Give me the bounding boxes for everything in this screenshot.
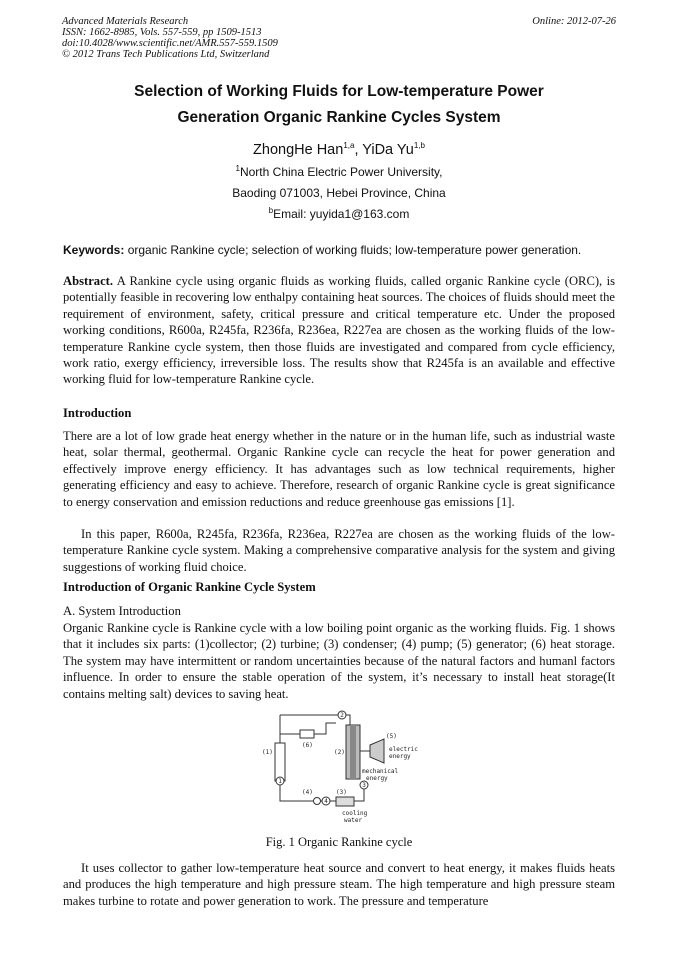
section-heading-introduction: Introduction — [63, 406, 132, 420]
doi-line: doi:10.4028/www.scientific.net/AMR.557-559.1509 — [62, 38, 278, 49]
abstract-text: A Rankine cycle using organic fluids as working fluids, called organic Rankine cycle (ORC), is potentially feasible in recovering low enthalpy containing heat sources. The choices of fluids should meet the requirement of environment, safety, critical pressure and critical temperature etc. Under the proposed working conditions, R600a, R245fa, R236fa, R236ea, R227ea are chosen as the working fluids of the low-temperature Rankine cycle system, then those fluids are investigated and compared from cycle efficiency, work ratio, exergy efficiency, irreversible loss. The results show that R245fa is an available and effective working fluid for low-temperature Rankine cycle. — [63, 274, 615, 387]
node-2: 2 — [340, 712, 344, 719]
label-condenser: (3) — [336, 789, 347, 796]
keywords-text: organic Rankine cycle; selection of working fluids; low-temperature power generation. — [124, 243, 582, 257]
section-heading-orc: Introduction of Organic Rankine Cycle System — [63, 580, 316, 594]
turbine-core-shape — [350, 725, 356, 779]
label-turbine: (2) — [334, 749, 345, 756]
introduction-paragraph-2: In this paper, R600a, R245fa, R236fa, R236ea, R227ea are chosen as the working fluids of the low-temperature Rankine cycle system. Making a comprehensive comparative analysis for the system and giving suggestions of working fluid choice. — [63, 527, 615, 574]
node-3: 3 — [362, 782, 366, 789]
label-pump: (4) — [302, 789, 313, 796]
affiliation-text: North China Electric Power University, — [239, 165, 443, 179]
author-2: YiDa Yu — [362, 142, 414, 158]
figure-caption: Fig. 1 Organic Rankine cycle — [265, 835, 413, 849]
affiliation-sup: 1 — [235, 164, 240, 173]
author-1: ZhongHe Han — [253, 142, 344, 158]
email-text: Email: yuyida1@163.com — [273, 207, 410, 221]
author-list — [60, 142, 618, 158]
author-1-sup: 1,a — [343, 141, 355, 151]
email-line — [60, 207, 618, 221]
issn-line: ISSN: 1662-8985, Vols. 557-559, pp 1509-1513 — [62, 27, 262, 38]
abstract — [63, 273, 615, 388]
cooling-label: cooling — [342, 810, 368, 817]
generator-shape — [370, 739, 384, 763]
pump-shape — [314, 798, 321, 805]
paper-title-line2: Generation Organic Rankine Cycles System — [177, 109, 501, 126]
keywords-label: Keywords: — [63, 243, 125, 257]
electric-label: electric — [389, 746, 418, 753]
author-2-sup: 1,b — [413, 141, 425, 151]
energy-label: energy — [389, 753, 411, 760]
online-date: Online: 2012-07-26 — [532, 16, 616, 27]
heat-storage-shape — [300, 730, 314, 738]
mechanical-label: mechanical — [362, 768, 399, 775]
collector-shape — [275, 743, 285, 781]
author-separator: , — [354, 142, 363, 158]
affiliation-line1 — [60, 165, 618, 179]
abstract-label: Abstract. — [63, 274, 114, 288]
paper-title-line1: Selection of Working Fluids for Low-temperature Power — [134, 83, 544, 100]
orc-paragraph: Organic Rankine cycle is Rankine cycle with a low boiling point organic as the working fluids. Fig. 1 shows that it includes six parts: (1)collector; (2) turbine; (3) condenser; (4) pump; (5) generator; (6) heat storage. The system may have intermittent or random uncertainties because of the natural factors and humanl factors influence. In order to ensure the stable operation of the system, it’s necessary to install heat storage(It contains melting salt) devices to saving heat. — [63, 621, 615, 701]
introduction-paragraph-1: There are a lot of low grade heat energy whether in the nature or in the human life, such as industrial waste heat, solar thermal, geothermal. Organic Rankine cycle can recycle the heat for power generation and effectively improve energy efficiency. It has advantages such as low technical requirements, higher generating efficiency and easy to achieve. Therefore, research of organic Rankine cycle is great significance to energy conservation and emission reductions and reduce greenhouse gas emissions [1]. — [63, 429, 615, 509]
water-label: water — [344, 817, 363, 824]
label-heat-storage: (6) — [302, 742, 313, 749]
journal-header — [62, 16, 278, 60]
node-4: 4 — [324, 798, 328, 805]
condenser-shape — [336, 797, 354, 806]
final-paragraph: It uses collector to gather low-temperature heat source and convert to heat energy, it makes fluids heats and produces the high temperature and high pressure steam. The high temperature and high pressure steam makes turbine to rotate and power generation to work. The pressure and temperature — [63, 861, 615, 908]
affiliation-line2: Baoding 071003, Hebei Province, China — [232, 186, 446, 200]
keywords — [63, 243, 618, 257]
copyright-line: © 2012 Trans Tech Publications Ltd, Switzerland — [62, 49, 270, 60]
node-1: 1 — [278, 778, 282, 785]
label-generator: (5) — [386, 733, 397, 740]
label-collector: (1) — [262, 749, 273, 756]
journal-name: Advanced Materials Research — [62, 16, 189, 27]
orc-diagram — [258, 705, 418, 827]
mechanical-energy-label: energy — [366, 775, 388, 782]
subsection-heading: A. System Introduction — [63, 604, 181, 618]
email-sup: b — [268, 206, 274, 215]
